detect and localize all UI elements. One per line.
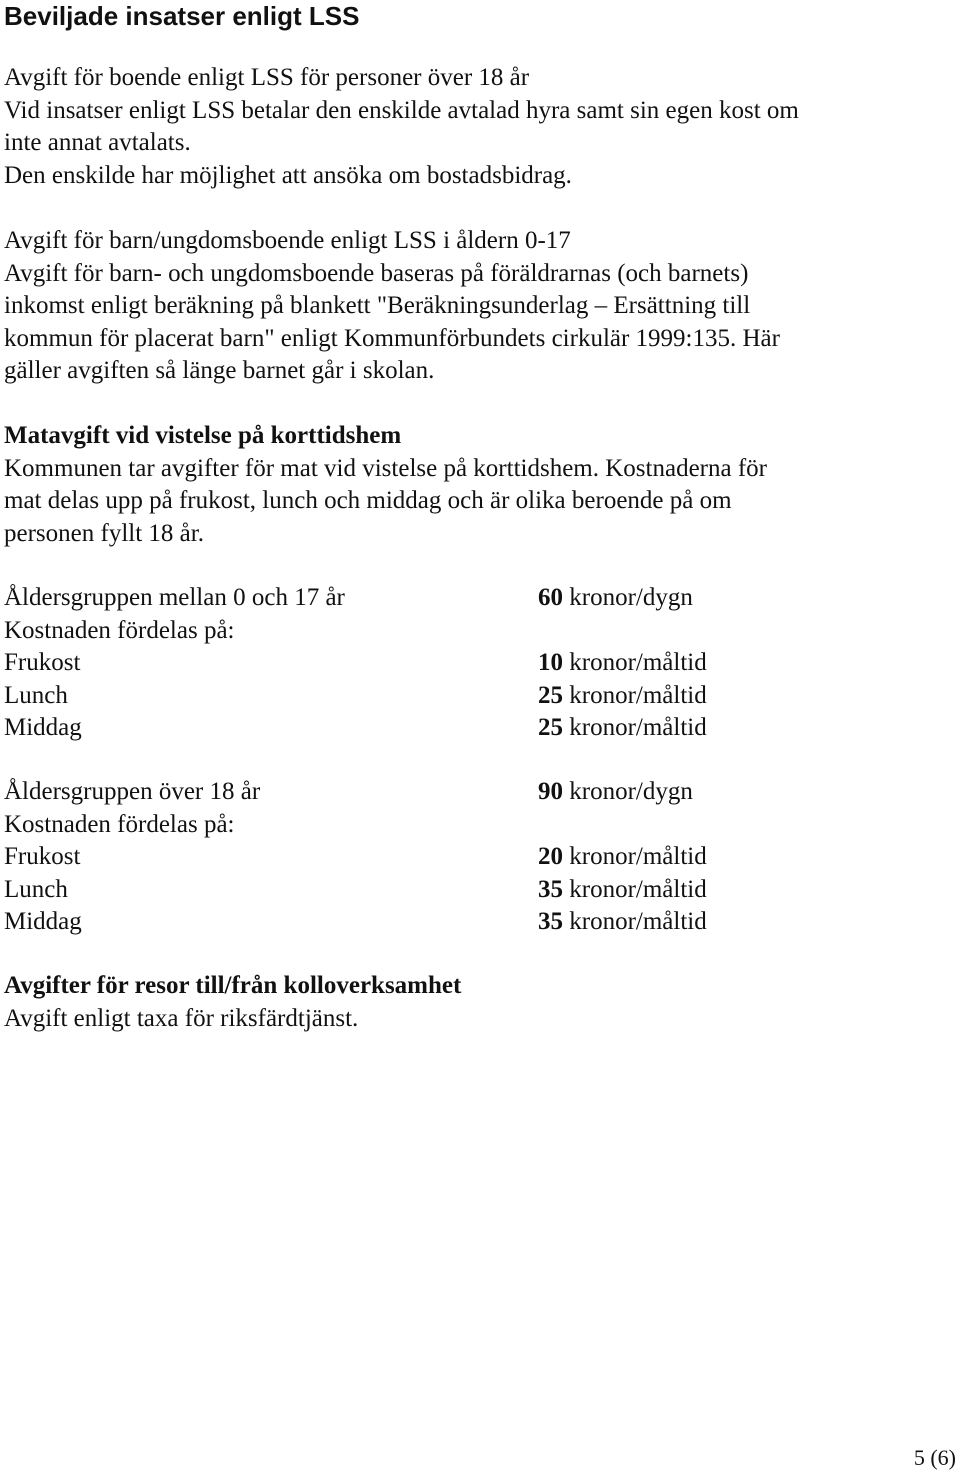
fee-row-group — [4, 776, 944, 809]
fee-row-dinner — [4, 712, 944, 745]
fee-group-amount: 60 — [538, 584, 563, 611]
fee-group-label: Åldersgruppen över 18 år — [4, 778, 261, 805]
fee-group-unit: kronor/dygn — [563, 778, 693, 805]
fee-row-split — [4, 615, 944, 648]
fee-group-value — [538, 582, 693, 615]
fee-breakfast-amount: 20 — [538, 843, 563, 870]
fee-lunch-label: Lunch — [4, 681, 68, 709]
fee-breakfast-amount: 10 — [538, 649, 563, 676]
section-barn-heading: Avgift för barn/ungdomsboende enligt LSS i åldern 0-17 — [4, 227, 571, 254]
section-resor — [4, 970, 461, 1035]
page-number: 5 (6) — [913, 1445, 956, 1470]
section-mat — [4, 420, 767, 550]
section-barn-line-1: Avgift för barn- och ungdomsboende baseras på föräldrarnas (och barnets) — [4, 259, 749, 287]
fee-row-breakfast — [4, 841, 944, 874]
fee-breakfast-label: Frukost — [4, 649, 81, 676]
section-boende-line-1: Vid insatser enligt LSS betalar den enskilde avtalad hyra samt sin egen kost om — [4, 96, 799, 124]
fee-row-group — [4, 582, 944, 615]
section-boende-line-3: Den enskilde har möjlighet att ansöka om bostadsbidrag. — [4, 161, 572, 189]
fee-row-split — [4, 809, 944, 842]
section-barn-line-4: gäller avgiften så länge barnet går i skolan. — [4, 357, 435, 384]
fee-dinner-label: Middag — [4, 908, 82, 935]
section-mat-line-3: personen fyllt 18 år. — [4, 519, 204, 547]
section-resor-heading: Avgifter för resor till/från kolloverksamhet — [4, 972, 462, 999]
fee-row-lunch — [4, 874, 944, 907]
section-boende-line-2: inte annat avtalats. — [4, 129, 191, 156]
section-barn — [4, 225, 780, 388]
fee-breakfast-unit: kronor/måltid — [563, 843, 707, 870]
section-mat-line-1: Kommunen tar avgifter för mat vid vistelse på korttidshem. Kostnaderna för — [4, 454, 767, 482]
fee-dinner-amount: 35 — [538, 908, 563, 935]
fee-dinner-amount: 25 — [538, 714, 563, 741]
fee-dinner-value — [538, 712, 707, 745]
fee-row-lunch — [4, 680, 944, 713]
section-mat-heading: Matavgift vid vistelse på korttidshem — [4, 422, 402, 449]
fee-dinner-unit: kronor/måltid — [563, 714, 707, 741]
page-title: Beviljade insatser enligt LSS — [4, 1, 360, 31]
fee-group-amount: 90 — [538, 778, 563, 805]
section-boende — [4, 62, 799, 192]
fee-breakfast-value — [538, 647, 707, 680]
fee-breakfast-unit: kronor/måltid — [563, 649, 707, 676]
fee-lunch-value — [538, 874, 707, 907]
fee-table-age-18-plus — [4, 776, 944, 939]
section-boende-heading: Avgift för boende enligt LSS för personer över 18 år — [4, 64, 530, 91]
fee-lunch-amount: 25 — [538, 681, 563, 709]
fee-row-breakfast — [4, 647, 944, 680]
fee-lunch-value — [538, 680, 707, 713]
fee-row-dinner — [4, 906, 944, 939]
section-resor-line-1: Avgift enligt taxa för riksfärdtjänst. — [4, 1004, 359, 1032]
section-barn-line-2: inkomst enligt beräkning på blankett "Beräkningsunderlag – Ersättning till — [4, 292, 751, 319]
fee-group-label: Åldersgruppen mellan 0 och 17 år — [4, 584, 345, 611]
section-barn-line-3: kommun för placerat barn" enligt Kommunförbundets cirkulär 1999:135. Här — [4, 324, 780, 352]
fee-split-label: Kostnaden fördelas på: — [4, 616, 235, 644]
fee-group-value — [538, 776, 693, 809]
fee-lunch-unit: kronor/måltid — [563, 681, 707, 709]
fee-table-age-0-17 — [4, 582, 944, 745]
fee-dinner-label: Middag — [4, 714, 82, 741]
fee-breakfast-label: Frukost — [4, 843, 81, 870]
fee-lunch-amount: 35 — [538, 875, 563, 903]
fee-breakfast-value — [538, 841, 707, 874]
fee-dinner-unit: kronor/måltid — [563, 908, 707, 935]
fee-split-label: Kostnaden fördelas på: — [4, 810, 235, 838]
section-mat-line-2: mat delas upp på frukost, lunch och middag och är olika beroende på om — [4, 487, 732, 514]
fee-lunch-label: Lunch — [4, 875, 68, 903]
fee-dinner-value — [538, 906, 707, 939]
fee-group-unit: kronor/dygn — [563, 584, 693, 611]
fee-lunch-unit: kronor/måltid — [563, 875, 707, 903]
